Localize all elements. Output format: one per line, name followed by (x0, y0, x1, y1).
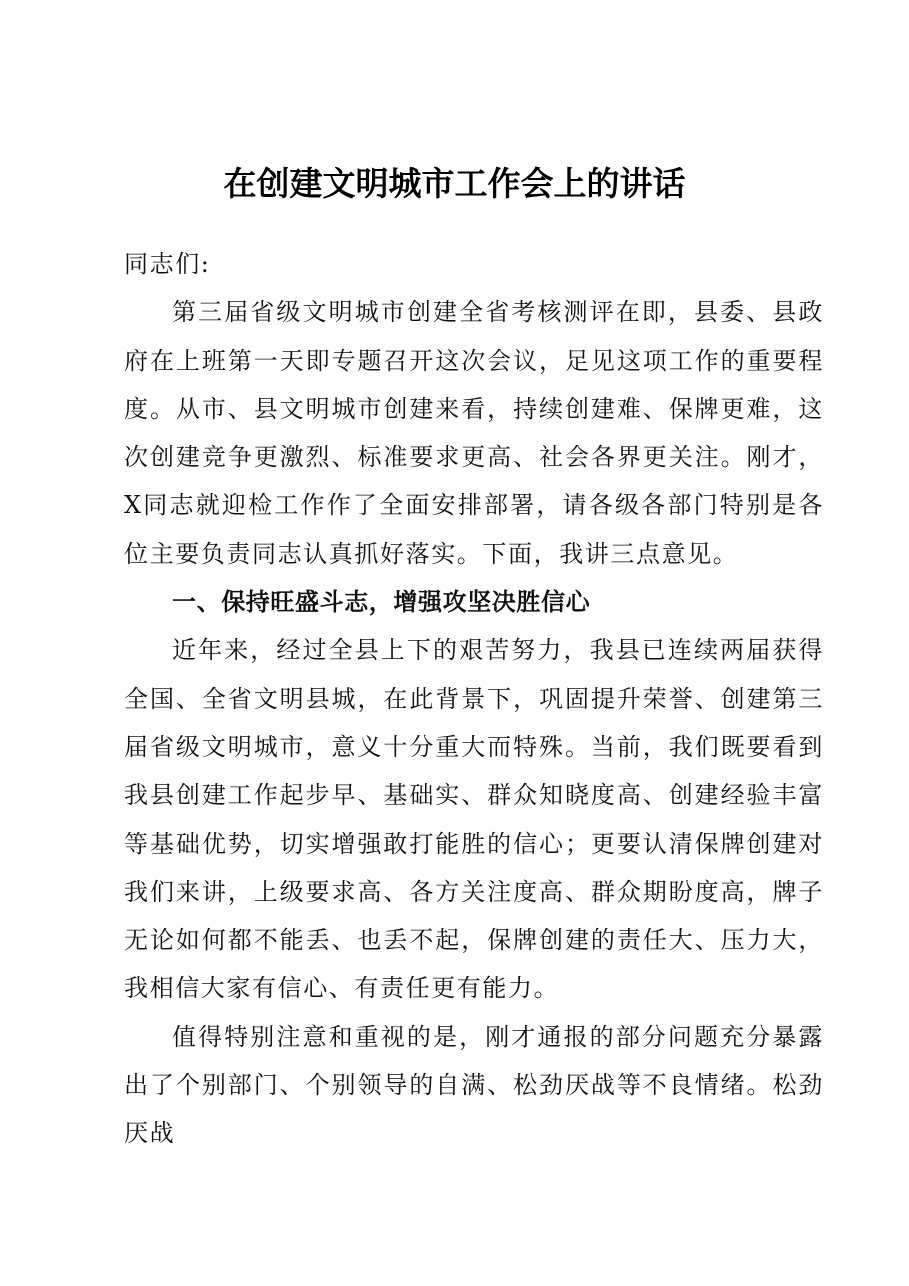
salutation: 同志们: (124, 250, 211, 278)
paragraph-attention: 值得特别注意和重视的是，刚才通报的部分问题充分暴露出了个别部门、个别领导的自满、松劲厌战等不良情绪。松劲厌战 (124, 1022, 824, 1148)
document-body (124, 240, 824, 1158)
section-heading-1: 一、保持旺盛斗志，增强攻坚决胜信心 (172, 588, 591, 617)
paragraph-intro: 第三届省级文明城市创建全省考核测评在即，县委、县政府在上班第一天即专题召开这次会议，足见这项工作的重要程度。从市、县文明城市创建来看，持续创建难、保牌更难，这次创建竞争更激烈、标准要求更高、社会各界更关注。刚才，X同志就迎检工作作了全面安排部署，请各级各部门特别是各位主要负责同志认真抓好落实。下面，我讲三点意见。 (124, 298, 824, 568)
document-title: 在创建文明城市工作会上的讲话 (223, 164, 686, 203)
paragraph-section-1: 近年来，经过全县上下的艰苦努力，我县已连续两届获得全国、全省文明县城，在此背景下，巩固提升荣誉、创建第三届省级文明城市，意义十分重大而特殊。当前，我们既要看到我县创建工作起步早、基础实、群众知晓度高、创建经验丰富等基础优势，切实增强敢打能胜的信心；更要认清保牌创建对我们来讲，上级要求高、各方关注度高、群众期盼度高，牌子无论如何都不能丢、也丢不起，保牌创建的责任大、压力大，我相信大家有信心、有责任更有能力。 (124, 636, 824, 1003)
